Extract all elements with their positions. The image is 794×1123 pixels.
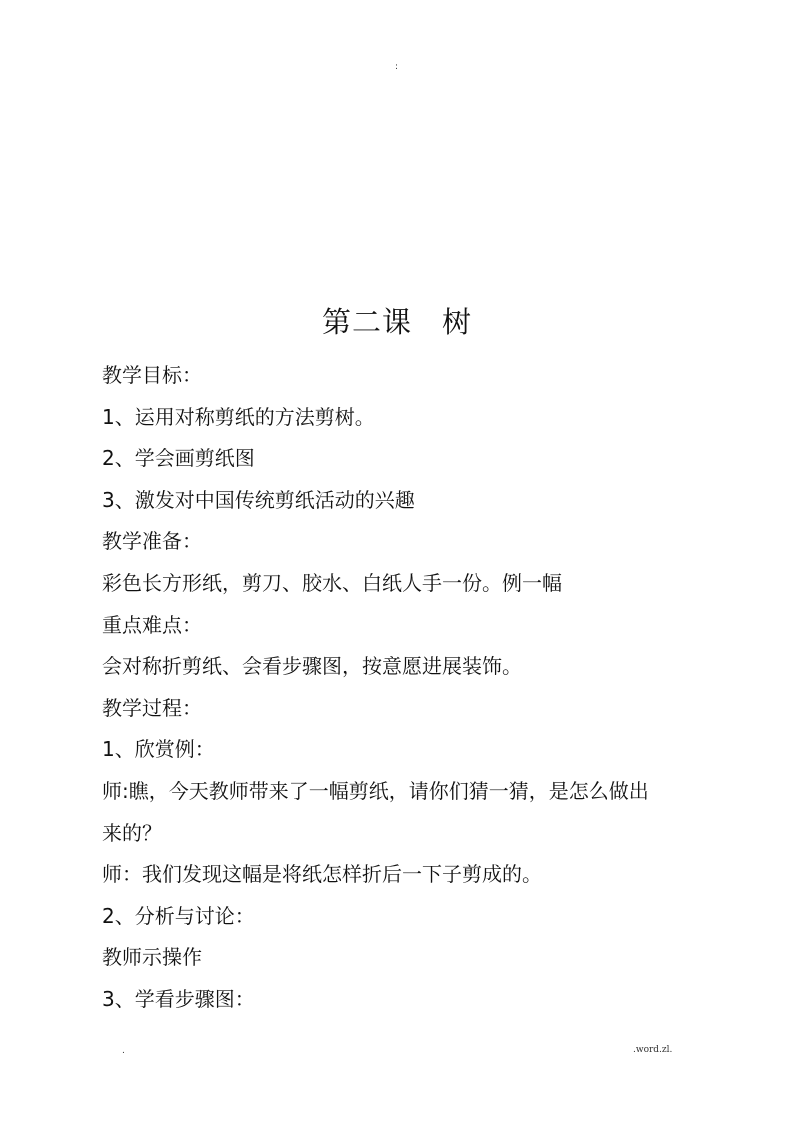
preparation-text: 彩色长方形纸，剪刀、胶水、白纸人手一份。例一幅	[102, 570, 562, 595]
lesson-body	[102, 355, 702, 1021]
heading-process: 教学过程：	[102, 695, 202, 720]
lesson-topic: 树	[442, 305, 473, 339]
footer-left-mark: .	[122, 1046, 125, 1056]
key-points-text: 会对称折剪纸、会看步骤图，按意愿进展装饰。	[102, 654, 522, 679]
process-text: 来的？	[102, 820, 162, 845]
process-step: 3、学看步骤图：	[102, 986, 255, 1011]
heading-key-points: 重点难点：	[102, 612, 202, 637]
process-text: 师:瞧，今天教师带来了一幅剪纸，请你们猜一猜，是怎么做出	[102, 778, 649, 803]
lesson-title	[0, 302, 794, 342]
objective-item: 2、学会画剪纸图	[102, 446, 255, 471]
heading-objectives: 教学目标：	[102, 363, 202, 387]
process-text: 教师示操作	[102, 945, 202, 970]
header-mark: :	[395, 62, 399, 72]
objective-item: 1、运用对称剪纸的方法剪树。	[102, 404, 375, 429]
heading-preparation: 教学准备：	[102, 529, 202, 554]
footer-right-mark: .word.zl.	[633, 1045, 673, 1055]
process-text: 师：我们发现这幅是将纸怎样折后一下子剪成的。	[102, 862, 542, 887]
process-step: 1、欣赏例：	[102, 737, 215, 762]
objective-item: 3、激发对中国传统剪纸活动的兴趣	[102, 487, 415, 512]
lesson-number: 第二课	[321, 305, 412, 339]
process-step: 2、分析与讨论：	[102, 903, 255, 928]
